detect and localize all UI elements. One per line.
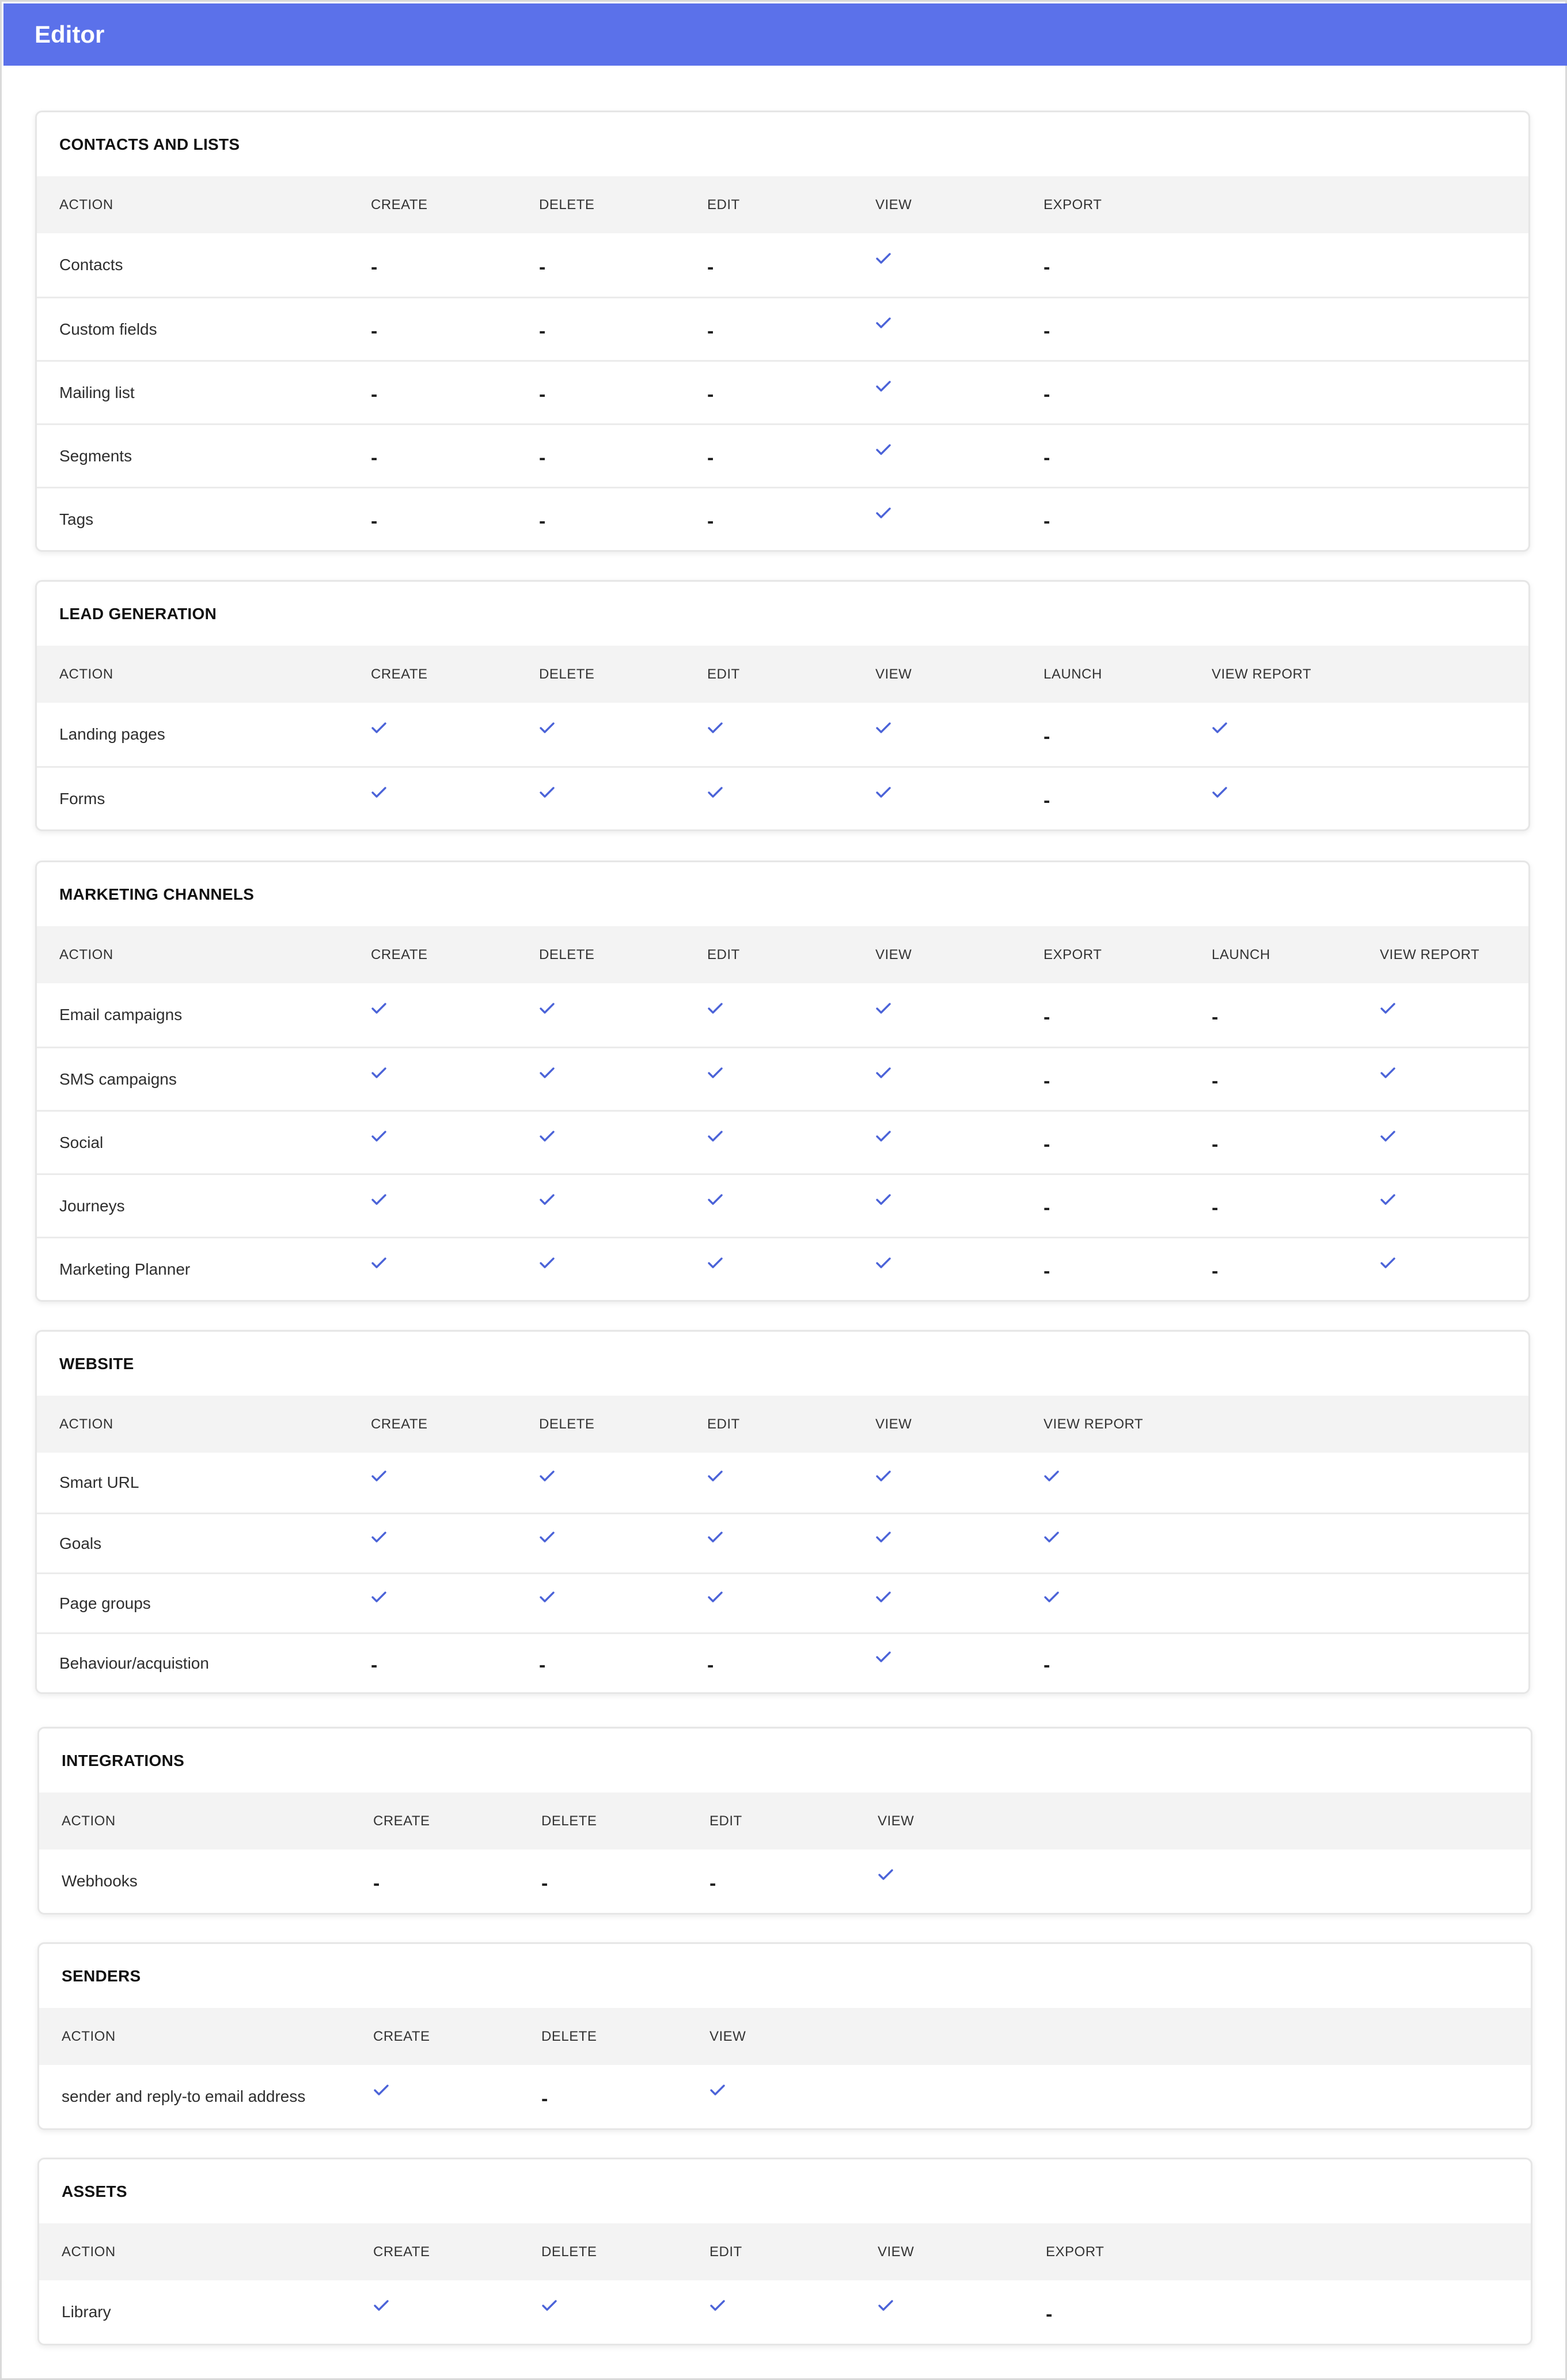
check-icon xyxy=(539,768,555,829)
row-label: SMS campaigns xyxy=(59,1070,177,1088)
dash-value: - xyxy=(1044,1134,1050,1155)
table-header-row xyxy=(37,176,1528,233)
table-row xyxy=(37,1173,1528,1237)
column-header: DELETE xyxy=(539,1416,595,1432)
check-icon xyxy=(371,1453,387,1513)
dash-value: - xyxy=(539,510,546,532)
column-header: VIEW xyxy=(875,1416,912,1432)
dash-value: - xyxy=(709,1872,716,1894)
row-label: Custom fields xyxy=(59,320,157,338)
check-icon xyxy=(539,1453,555,1513)
dash-value: - xyxy=(371,256,378,278)
row-label: Email campaigns xyxy=(59,1006,183,1024)
dash-value: - xyxy=(1044,1654,1050,1676)
check-icon xyxy=(541,2280,557,2344)
check-icon xyxy=(709,2065,726,2128)
table-row xyxy=(37,1572,1528,1632)
check-icon xyxy=(875,488,891,550)
check-icon xyxy=(371,1048,387,1110)
table-row xyxy=(37,233,1528,297)
dash-value: - xyxy=(539,384,546,405)
row-label: Webhooks xyxy=(62,1872,138,1890)
check-icon xyxy=(373,2065,389,2128)
table-row xyxy=(37,1632,1528,1692)
check-icon xyxy=(1380,1238,1396,1300)
check-icon xyxy=(539,1048,555,1110)
check-icon xyxy=(707,1574,723,1632)
check-icon xyxy=(707,1112,723,1173)
column-header: EXPORT xyxy=(1044,196,1102,213)
row-label: Journeys xyxy=(59,1196,125,1215)
dash-value: - xyxy=(1044,320,1050,342)
dash-value: - xyxy=(707,510,714,532)
check-icon xyxy=(875,1048,891,1110)
column-header: DELETE xyxy=(541,2243,597,2260)
dash-value: - xyxy=(1212,1070,1219,1092)
column-header: DELETE xyxy=(539,666,595,682)
check-icon xyxy=(875,1112,891,1173)
dash-value: - xyxy=(707,1654,714,1676)
check-icon xyxy=(1380,1112,1396,1173)
section-card-website xyxy=(35,1330,1530,1694)
column-header: ACTION xyxy=(62,1813,116,1829)
column-header: EDIT xyxy=(709,1813,742,1829)
table-row xyxy=(37,1110,1528,1173)
check-icon xyxy=(707,1175,723,1237)
column-header: EDIT xyxy=(707,946,740,962)
check-icon xyxy=(707,1238,723,1300)
check-icon xyxy=(1044,1574,1060,1632)
check-icon xyxy=(371,1514,387,1572)
dash-value: - xyxy=(1044,256,1050,278)
dash-value: - xyxy=(1212,1006,1219,1028)
column-header: DELETE xyxy=(541,2028,597,2044)
column-header: LAUNCH xyxy=(1044,666,1102,682)
check-icon xyxy=(1380,1175,1396,1237)
column-header: EXPORT xyxy=(1044,946,1102,962)
dash-value: - xyxy=(371,1654,378,1676)
dash-value: - xyxy=(539,447,546,469)
check-icon xyxy=(875,1634,891,1692)
section-card-assets xyxy=(37,2158,1532,2345)
check-icon xyxy=(1212,768,1228,829)
column-header: ACTION xyxy=(59,1416,113,1432)
check-icon xyxy=(707,703,723,766)
check-icon xyxy=(371,768,387,829)
dash-value: - xyxy=(1212,1134,1219,1155)
row-label: Tags xyxy=(59,510,94,528)
dash-value: - xyxy=(1044,790,1050,812)
check-icon xyxy=(875,425,891,487)
column-header: DELETE xyxy=(539,946,595,962)
table-row xyxy=(37,1047,1528,1110)
row-label: Library xyxy=(62,2303,111,2321)
column-header: ACTION xyxy=(62,2028,116,2044)
dash-value: - xyxy=(371,510,378,532)
dash-value: - xyxy=(707,447,714,469)
page-title: Editor xyxy=(35,21,105,48)
column-header: CREATE xyxy=(373,1813,430,1829)
section-title: MARKETING CHANNELS xyxy=(59,885,255,903)
table-row xyxy=(39,2280,1531,2344)
dash-value: - xyxy=(541,2087,548,2110)
column-header: CREATE xyxy=(373,2243,430,2260)
column-header: VIEW REPORT xyxy=(1212,666,1312,682)
column-header: VIEW xyxy=(709,2028,746,2044)
section-card-contacts xyxy=(35,111,1530,552)
column-header: CREATE xyxy=(371,196,428,213)
check-icon xyxy=(875,983,891,1047)
section-card-marketing xyxy=(35,861,1530,1302)
check-icon xyxy=(1380,1048,1396,1110)
dash-value: - xyxy=(539,1654,546,1676)
dash-value: - xyxy=(371,447,378,469)
column-header: DELETE xyxy=(541,1813,597,1829)
row-label: Mailing list xyxy=(59,383,135,401)
row-label: Behaviour/acquistion xyxy=(59,1654,209,1672)
column-header: DELETE xyxy=(539,196,595,213)
dash-value: - xyxy=(1044,1006,1050,1028)
dash-value: - xyxy=(707,256,714,278)
dash-value: - xyxy=(373,1872,380,1894)
dash-value: - xyxy=(1044,725,1050,748)
table-header-row xyxy=(37,926,1528,983)
check-icon xyxy=(1212,703,1228,766)
check-icon xyxy=(539,1175,555,1237)
table-header-row xyxy=(37,1396,1528,1453)
check-icon xyxy=(539,1112,555,1173)
section-title: ASSETS xyxy=(62,2182,127,2200)
table-header-row xyxy=(39,2008,1531,2065)
check-icon xyxy=(875,1514,891,1572)
check-icon xyxy=(707,1514,723,1572)
table-row xyxy=(37,1237,1528,1300)
table-row xyxy=(37,983,1528,1047)
dash-value: - xyxy=(371,320,378,342)
check-icon xyxy=(539,1574,555,1632)
row-label: sender and reply-to email address xyxy=(62,2087,306,2105)
check-icon xyxy=(707,1453,723,1513)
section-card-senders xyxy=(37,1942,1532,2130)
check-icon xyxy=(373,2280,389,2344)
dash-value: - xyxy=(1044,447,1050,469)
check-icon xyxy=(1044,1514,1060,1572)
section-card-lead xyxy=(35,580,1530,831)
column-header: VIEW REPORT xyxy=(1044,1416,1144,1432)
column-header: CREATE xyxy=(371,666,428,682)
column-header: EDIT xyxy=(709,2243,742,2260)
check-icon xyxy=(709,2280,726,2344)
check-icon xyxy=(875,1175,891,1237)
row-label: Smart URL xyxy=(59,1473,139,1491)
dash-value: - xyxy=(1212,1260,1219,1282)
dash-value: - xyxy=(707,384,714,405)
column-header: ACTION xyxy=(59,946,113,962)
row-label: Contacts xyxy=(59,256,123,274)
page-header xyxy=(3,3,1567,66)
row-label: Forms xyxy=(59,789,105,808)
column-header: CREATE xyxy=(371,1416,428,1432)
dash-value: - xyxy=(707,320,714,342)
row-label: Goals xyxy=(59,1534,102,1552)
check-icon xyxy=(878,2280,894,2344)
table-row xyxy=(37,297,1528,360)
check-icon xyxy=(1380,983,1396,1047)
column-header: EDIT xyxy=(707,196,740,213)
column-header: CREATE xyxy=(373,2028,430,2044)
section-title: CONTACTS AND LISTS xyxy=(59,135,240,153)
check-icon xyxy=(875,1453,891,1513)
column-header: VIEW xyxy=(875,196,912,213)
row-label: Landing pages xyxy=(59,725,165,743)
table-header-row xyxy=(39,2223,1531,2280)
column-header: LAUNCH xyxy=(1212,946,1270,962)
row-label: Marketing Planner xyxy=(59,1260,191,1278)
table-row xyxy=(37,423,1528,487)
check-icon xyxy=(878,1850,894,1913)
column-header: EDIT xyxy=(707,1416,740,1432)
dash-value: - xyxy=(1046,2303,1053,2325)
dash-value: - xyxy=(539,256,546,278)
dash-value: - xyxy=(539,320,546,342)
check-icon xyxy=(875,1574,891,1632)
check-icon xyxy=(875,362,891,423)
check-icon xyxy=(371,1175,387,1237)
row-label: Segments xyxy=(59,446,132,465)
check-icon xyxy=(371,983,387,1047)
dash-value: - xyxy=(1044,1197,1050,1219)
column-header: ACTION xyxy=(59,666,113,682)
table-row xyxy=(37,1453,1528,1513)
table-header-row xyxy=(37,646,1528,703)
dash-value: - xyxy=(1044,384,1050,405)
dash-value: - xyxy=(1044,1260,1050,1282)
check-icon xyxy=(539,703,555,766)
table-row xyxy=(37,766,1528,829)
column-header: ACTION xyxy=(62,2243,116,2260)
column-header: EDIT xyxy=(707,666,740,682)
table-row xyxy=(37,360,1528,423)
check-icon xyxy=(875,703,891,766)
check-icon xyxy=(371,1112,387,1173)
table-header-row xyxy=(39,1792,1531,1850)
check-icon xyxy=(707,983,723,1047)
table-row xyxy=(37,703,1528,766)
column-header: CREATE xyxy=(371,946,428,962)
check-icon xyxy=(707,768,723,829)
dash-value: - xyxy=(371,384,378,405)
check-icon xyxy=(875,768,891,829)
table-row xyxy=(37,487,1528,550)
section-title: INTEGRATIONS xyxy=(62,1751,185,1769)
check-icon xyxy=(1044,1453,1060,1513)
table-row xyxy=(39,2065,1531,2128)
column-header: VIEW xyxy=(875,946,912,962)
check-icon xyxy=(371,703,387,766)
table-row xyxy=(37,1513,1528,1572)
check-icon xyxy=(371,1238,387,1300)
check-icon xyxy=(539,1238,555,1300)
section-card-integrations xyxy=(37,1727,1532,1915)
dash-value: - xyxy=(1044,1070,1050,1092)
column-header: EXPORT xyxy=(1046,2243,1105,2260)
check-icon xyxy=(875,233,891,297)
row-label: Social xyxy=(59,1133,104,1151)
column-header: ACTION xyxy=(59,196,113,213)
table-row xyxy=(39,1850,1531,1913)
column-header: VIEW REPORT xyxy=(1380,946,1480,962)
dash-value: - xyxy=(541,1872,548,1894)
check-icon xyxy=(371,1574,387,1632)
check-icon xyxy=(539,1514,555,1572)
column-header: VIEW xyxy=(875,666,912,682)
section-title: LEAD GENERATION xyxy=(59,604,217,623)
section-title: WEBSITE xyxy=(59,1354,134,1373)
column-header: VIEW xyxy=(878,1813,915,1829)
column-header: VIEW xyxy=(878,2243,915,2260)
check-icon xyxy=(875,298,891,360)
dash-value: - xyxy=(1212,1197,1219,1219)
section-title: SENDERS xyxy=(62,1966,141,1985)
dash-value: - xyxy=(1044,510,1050,532)
check-icon xyxy=(539,983,555,1047)
row-label: Page groups xyxy=(59,1594,151,1612)
check-icon xyxy=(875,1238,891,1300)
check-icon xyxy=(707,1048,723,1110)
